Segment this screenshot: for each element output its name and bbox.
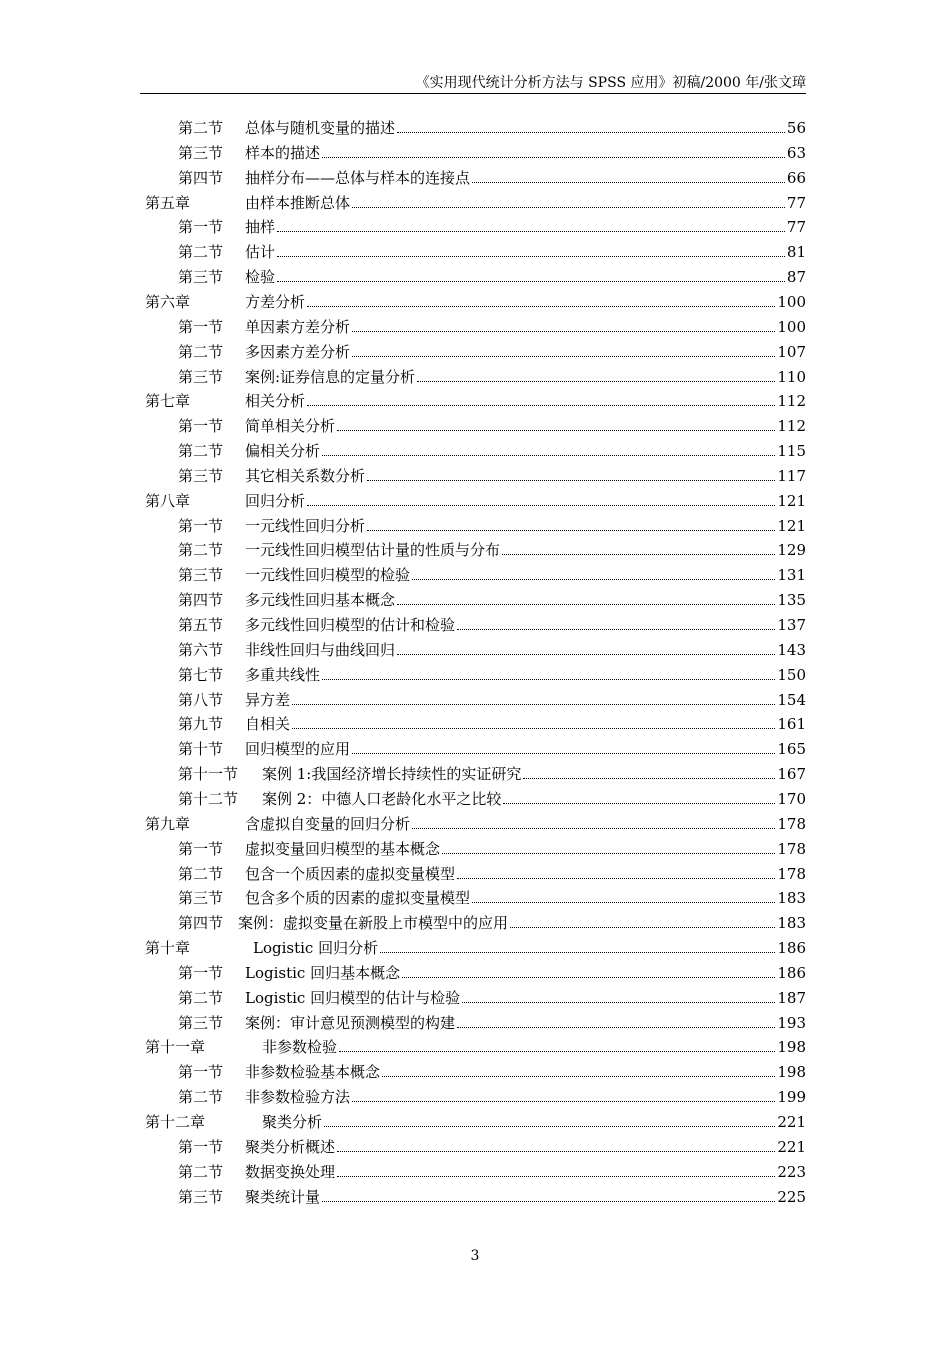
toc-leader-dots: [337, 1151, 775, 1152]
toc-leader-dots: [502, 554, 775, 555]
toc-entry-label: 第二节: [178, 119, 224, 137]
toc-entry-page: 100: [776, 290, 806, 314]
toc-entry-title: 聚类分析概述: [245, 1135, 336, 1159]
toc-section-entry[interactable]: [0, 787, 950, 811]
toc-entry-title: 数据变换处理: [245, 1160, 336, 1184]
toc-leader-dots: [339, 1051, 775, 1052]
toc-entry-title: 一元线性回归分析: [245, 514, 366, 538]
toc-leader-dots: [367, 530, 775, 531]
toc-leader-dots: [277, 256, 785, 257]
toc-section-entry[interactable]: [0, 638, 950, 662]
toc-entry-label: 第三节: [178, 268, 224, 287]
toc-leader-dots: [457, 629, 775, 630]
toc-entry-page: 186: [776, 961, 806, 985]
toc-entry-title: 案例：审计意见预测模型的构建: [245, 1011, 456, 1035]
toc-entry-page: 167: [776, 762, 806, 786]
toc-entry-page: 77: [786, 215, 806, 239]
toc-entry-label: 第二节: [178, 243, 224, 262]
toc-section-entry[interactable]: [0, 538, 950, 562]
toc-leader-dots: [402, 977, 775, 978]
toc-entry-title: 其它相关系数分析: [245, 464, 366, 488]
toc-leader-dots: [292, 704, 775, 705]
toc-leader-dots: [382, 1076, 775, 1077]
toc-entry-page: 170: [776, 787, 806, 811]
toc-entry-label: 第三节: [178, 1013, 224, 1032]
toc-entry-title: 非参数检验基本概念: [245, 1060, 381, 1084]
toc-entry-label: 第二节: [178, 442, 224, 461]
toc-leader-dots: [337, 1176, 775, 1177]
toc-entry-title: 相关分析: [245, 389, 306, 413]
toc-entry-title: 一元线性回归模型估计量的性质与分布: [245, 538, 501, 562]
toc-entry-label: 第九章: [145, 814, 191, 833]
toc-entry-page: 199: [776, 1085, 806, 1109]
toc-entry-label: 第十二章: [145, 1113, 206, 1131]
toc-entry-page: 183: [776, 911, 806, 935]
toc-entry-label: 第三节: [178, 566, 224, 585]
toc-entry-page: 56: [786, 116, 806, 140]
toc-entry-page: 112: [776, 414, 806, 438]
toc-section-entry[interactable]: [0, 1185, 950, 1209]
toc-leader-dots: [503, 803, 775, 804]
toc-leader-dots: [397, 132, 785, 133]
toc-leader-dots: [457, 878, 775, 879]
toc-entry-label: 第二节: [178, 541, 224, 560]
toc-section-entry[interactable]: [0, 688, 950, 712]
toc-section-entry[interactable]: [0, 712, 950, 736]
toc-section-entry[interactable]: [0, 737, 950, 761]
toc-leader-dots: [352, 1101, 775, 1102]
toc-entry-label: 第一节: [178, 516, 224, 535]
toc-entry-page: 198: [776, 1035, 806, 1059]
toc-leader-dots: [380, 952, 775, 953]
toc-section-entry[interactable]: [0, 1085, 950, 1109]
toc-entry-title: 抽样分布——总体与样本的连接点: [245, 166, 471, 190]
toc-entry-page: 221: [776, 1110, 806, 1134]
toc-entry-page: 137: [776, 613, 806, 637]
toc-entry-page: 121: [776, 514, 806, 538]
toc-section-entry[interactable]: [0, 1160, 950, 1184]
toc-entry-title: Logistic 回归分析: [253, 936, 379, 960]
toc-entry-page: 81: [786, 240, 806, 264]
toc-entry-title: 简单相关分析: [245, 414, 336, 438]
toc-entry-page: 178: [776, 812, 806, 836]
toc-entry-page: 178: [776, 862, 806, 886]
toc-leader-dots: [472, 182, 785, 183]
toc-entry-label: 第三节: [178, 466, 224, 485]
toc-section-entry[interactable]: [0, 588, 950, 612]
toc-section-entry[interactable]: [0, 265, 950, 289]
toc-chapter-entry[interactable]: [0, 1035, 950, 1059]
toc-section-entry[interactable]: [0, 986, 950, 1010]
toc-leader-dots: [352, 356, 775, 357]
toc-leader-dots: [324, 1126, 775, 1127]
toc-entry-label: 第一节: [178, 1137, 224, 1156]
toc-leader-dots: [307, 405, 775, 406]
running-header: 《实用现代统计分析方法与 SPSS 应用》初稿/2000 年/张文璋: [415, 75, 806, 91]
toc-entry-page: 193: [776, 1011, 806, 1035]
toc-entry-label: 第六章: [145, 292, 191, 311]
toc-section-entry[interactable]: [0, 762, 950, 786]
toc-entry-page: 112: [776, 389, 806, 413]
toc-entry-title: 非参数检验方法: [245, 1085, 351, 1109]
toc-section-entry[interactable]: [0, 340, 950, 364]
toc-section-entry[interactable]: [0, 215, 950, 239]
toc-entry-label: 第二节: [178, 1162, 224, 1181]
toc-entry-page: 110: [776, 365, 806, 389]
toc-section-entry[interactable]: [0, 837, 950, 861]
toc-entry-title: 案例:证券信息的定量分析: [245, 365, 416, 389]
toc-entry-title: 案例 1:我国经济增长持续性的实证研究: [262, 762, 522, 786]
toc-leader-dots: [472, 902, 775, 903]
toc-entry-page: 150: [776, 663, 806, 687]
toc-entry-title: 非参数检验: [262, 1035, 338, 1059]
toc-entry-label: 第一节: [178, 417, 224, 436]
toc-entry-title: 自相关: [245, 712, 291, 736]
toc-entry-label: 第二节: [178, 864, 224, 883]
toc-entry-title: 虚拟变量回归模型的基本概念: [245, 837, 441, 861]
toc-entry-page: 77: [786, 191, 806, 215]
toc-entry-title: 案例：虚拟变量在新股上市模型中的应用: [238, 911, 509, 935]
toc-leader-dots: [307, 505, 775, 506]
toc-leader-dots: [523, 778, 775, 779]
toc-chapter-entry[interactable]: [0, 1110, 950, 1134]
toc-entry-page: 225: [776, 1185, 806, 1209]
toc-section-entry[interactable]: [0, 1011, 950, 1035]
toc-entry-page: 129: [776, 538, 806, 562]
toc-entry-title: 聚类统计量: [245, 1185, 321, 1209]
toc-entry-title: 多因素方差分析: [245, 340, 351, 364]
toc-chapter-entry[interactable]: [0, 812, 950, 836]
toc-entry-label: 第三节: [178, 889, 224, 908]
toc-section-entry[interactable]: [0, 464, 950, 488]
toc-chapter-entry[interactable]: [0, 389, 950, 413]
toc-entry-label: 第八章: [145, 491, 191, 510]
toc-section-entry[interactable]: [0, 365, 950, 389]
toc-entry-label: 第五节: [178, 616, 224, 634]
toc-section-entry[interactable]: [0, 141, 950, 165]
toc-entry-label: 第三节: [178, 367, 224, 386]
toc-entry-title: 样本的描述: [245, 141, 321, 165]
toc-leader-dots: [352, 753, 775, 754]
toc-entry-title: 多重共线性: [245, 663, 321, 687]
toc-leader-dots: [307, 306, 775, 307]
toc-entry-label: 第一节: [178, 963, 224, 982]
toc-leader-dots: [510, 927, 775, 928]
toc-entry-label: 第四节: [178, 914, 224, 933]
toc-entry-label: 第一节: [178, 218, 224, 237]
toc-entry-page: 107: [776, 340, 806, 364]
toc-section-entry[interactable]: [0, 514, 950, 538]
toc-entry-title: 多元线性回归基本概念: [245, 588, 396, 612]
toc-chapter-entry[interactable]: [0, 936, 950, 960]
toc-entry-title: 偏相关分析: [245, 439, 321, 463]
toc-entry-title: 非线性回归与曲线回归: [245, 638, 396, 662]
toc-entry-title: 回归模型的应用: [245, 737, 351, 761]
toc-entry-label: 第二节: [178, 342, 224, 361]
toc-entry-title: 总体与随机变量的描述: [245, 116, 396, 140]
toc-leader-dots: [352, 207, 785, 208]
toc-entry-page: 221: [776, 1135, 806, 1159]
toc-section-entry[interactable]: [0, 240, 950, 264]
toc-entry-page: 223: [776, 1160, 806, 1184]
toc-entry-page: 183: [776, 886, 806, 910]
toc-entry-page: 66: [786, 166, 806, 190]
toc-entry-label: 第三节: [178, 1187, 224, 1206]
toc-section-entry[interactable]: [0, 563, 950, 587]
toc-entry-page: 135: [776, 588, 806, 612]
toc-entry-title: 含虚拟自变量的回归分析: [245, 812, 411, 836]
toc-section-entry[interactable]: [0, 414, 950, 438]
toc-entry-title: 案例 2：中德人口老龄化水平之比较: [262, 787, 502, 811]
toc-entry-label: 第一节: [178, 839, 224, 858]
toc-entry-page: 143: [776, 638, 806, 662]
toc-leader-dots: [322, 1201, 775, 1202]
toc-section-entry[interactable]: [0, 886, 950, 910]
toc-leader-dots: [397, 654, 775, 655]
toc-entry-label: 第十节: [178, 740, 224, 759]
toc-entry-label: 第三节: [178, 143, 224, 162]
toc-entry-title: 异方差: [245, 688, 291, 712]
toc-entry-label: 第一节: [178, 317, 224, 336]
page-number: 3: [470, 1248, 480, 1264]
toc-entry-page: 100: [776, 315, 806, 339]
toc-entry-title: 由样本推断总体: [245, 191, 351, 215]
toc-leader-dots: [337, 430, 775, 431]
toc-entry-label: 第七章: [145, 392, 191, 411]
toc-leader-dots: [277, 281, 785, 282]
toc-leader-dots: [322, 679, 775, 680]
toc-entry-title: 单因素方差分析: [245, 315, 351, 339]
toc-entry-page: 87: [786, 265, 806, 289]
toc-entry-page: 131: [776, 563, 806, 587]
toc-section-entry[interactable]: [0, 166, 950, 190]
toc-entry-page: 161: [776, 712, 806, 736]
toc-entry-page: 178: [776, 837, 806, 861]
toc-entry-label: 第一节: [178, 1063, 224, 1082]
toc-section-entry[interactable]: [0, 315, 950, 339]
toc-entry-title: 多元线性回归模型的估计和检验: [245, 613, 456, 637]
toc-leader-dots: [417, 381, 775, 382]
toc-entry-title: 聚类分析: [262, 1110, 323, 1134]
toc-section-entry[interactable]: [0, 116, 950, 140]
toc-leader-dots: [412, 579, 775, 580]
toc-entry-label: 第十一节: [178, 765, 239, 784]
toc-chapter-entry[interactable]: [0, 489, 950, 513]
toc-leader-dots: [462, 1002, 775, 1003]
toc-entry-page: 187: [776, 986, 806, 1010]
toc-entry-title: 包含一个质因素的虚拟变量模型: [245, 862, 456, 886]
toc-entry-page: 117: [776, 464, 806, 488]
toc-entry-label: 第十一章: [145, 1038, 206, 1057]
toc-section-entry[interactable]: [0, 862, 950, 886]
toc-entry-title: 方差分析: [245, 290, 306, 314]
toc-section-entry[interactable]: [0, 613, 950, 637]
toc-entry-label: 第二节: [178, 988, 224, 1007]
toc-entry-label: 第六节: [178, 640, 224, 659]
toc-entry-title: 抽样: [245, 215, 276, 239]
toc-leader-dots: [322, 157, 785, 158]
toc-entry-page: 186: [776, 936, 806, 960]
toc-entry-page: 115: [776, 439, 806, 463]
toc-entry-title: Logistic 回归模型的估计与检验: [245, 986, 461, 1010]
toc-entry-label: 第九节: [178, 715, 224, 734]
toc-entry-title: 一元线性回归模型的检验: [245, 563, 411, 587]
toc-entry-page: 154: [776, 688, 806, 712]
toc-section-entry[interactable]: [0, 439, 950, 463]
toc-section-entry[interactable]: [0, 1060, 950, 1084]
toc-chapter-entry[interactable]: [0, 191, 950, 215]
toc-section-entry[interactable]: [0, 663, 950, 687]
toc-section-entry[interactable]: [0, 1135, 950, 1159]
toc-leader-dots: [292, 728, 775, 729]
toc-entry-label: 第四节: [178, 591, 224, 610]
toc-entry-label: 第十二节: [178, 789, 239, 808]
toc-entry-label: 第四节: [178, 168, 224, 187]
toc-entry-label: 第七节: [178, 665, 224, 684]
toc-section-entry[interactable]: [0, 911, 950, 935]
toc-entry-label: 第二节: [178, 1088, 224, 1107]
toc-entry-label: 第八节: [178, 690, 224, 709]
toc-entry-title: 回归分析: [245, 489, 306, 513]
toc-entry-title: 包含多个质的因素的虚拟变量模型: [245, 886, 471, 910]
toc-entry-page: 198: [776, 1060, 806, 1084]
toc-leader-dots: [442, 853, 775, 854]
toc-leader-dots: [457, 1027, 775, 1028]
toc-leader-dots: [277, 231, 785, 232]
toc-entry-title: Logistic 回归基本概念: [245, 961, 401, 985]
toc-entry-page: 63: [786, 141, 806, 165]
toc-leader-dots: [367, 480, 775, 481]
toc-entry-page: 121: [776, 489, 806, 513]
toc-leader-dots: [412, 828, 775, 829]
toc-leader-dots: [397, 604, 775, 605]
toc-entry-title: 检验: [245, 265, 276, 289]
toc-leader-dots: [352, 331, 775, 332]
toc-entry-page: 165: [776, 737, 806, 761]
toc-section-entry[interactable]: [0, 961, 950, 985]
toc-entry-label: 第五章: [145, 193, 191, 212]
toc-entry-label: 第十章: [145, 939, 191, 958]
toc-leader-dots: [322, 455, 775, 456]
toc-chapter-entry[interactable]: [0, 290, 950, 314]
toc-entry-title: 估计: [245, 240, 276, 264]
